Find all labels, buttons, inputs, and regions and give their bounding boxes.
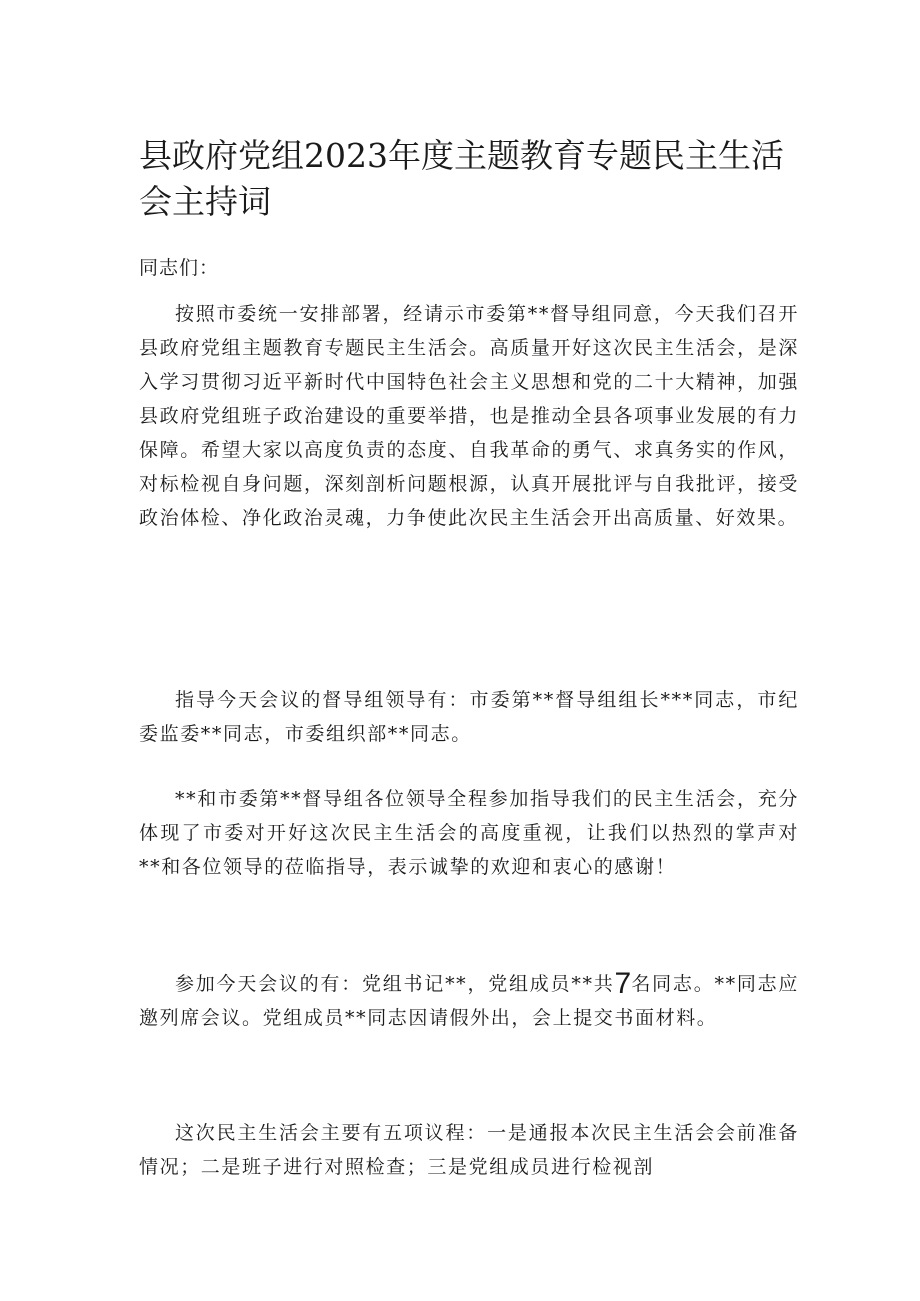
- paragraph-attendance: [139, 967, 799, 1035]
- attendance-text-after: 名同志。**同志应邀列席会议。党组成员**同志因请假外出，会上提交书面材料。: [139, 973, 799, 1029]
- paragraph-welcome: **和市委第**督导组各位领导全程参加指导我们的民主生活会，充分体现了市委对开好这次民主生活会的高度重视，让我们以热烈的掌声对**和各位领导的莅临指导，表示诚挚的欢迎和衷心的感谢！: [139, 788, 799, 878]
- document-title: 县政府党组2023年度主题教育专题民主生活会主持词: [139, 136, 784, 221]
- paragraph-meeting-purpose: 按照市委统一安排部署，经请示市委第**督导组同意，今天我们召开县政府党组主题教育专题民主生活会。高质量开好这次民主生活会，是深入学习贯彻习近平新时代中国特色社会主义思想和党的二十大精神，加强县政府党组班子政治建设的重要举措，也是推动全县各项事业发展的有力保障。希望大家以高度负责的态度、自我革命的勇气、求真务实的作风，对标检视自身问题，深刻剖析问题根源，认真开展批评与自我批评，接受政治体检、净化政治灵魂，力争使此次民主生活会开出高质量、好效果。: [139, 303, 799, 529]
- paragraph-agenda: 这次民主生活会主要有五项议程：一是通报本次民主生活会会前准备情况；二是班子进行对照检查；三是党组成员进行检视剖: [139, 1122, 799, 1178]
- attendance-count: 7: [614, 967, 632, 1000]
- paragraph-supervisors: 指导今天会议的督导组领导有：市委第**督导组组长***同志，市纪委监委**同志，市委组织部**同志。: [139, 689, 799, 745]
- attendance-text-before: 参加今天会议的有：党组书记**，党组成员**共: [175, 973, 615, 995]
- salutation: 同志们：: [139, 257, 220, 279]
